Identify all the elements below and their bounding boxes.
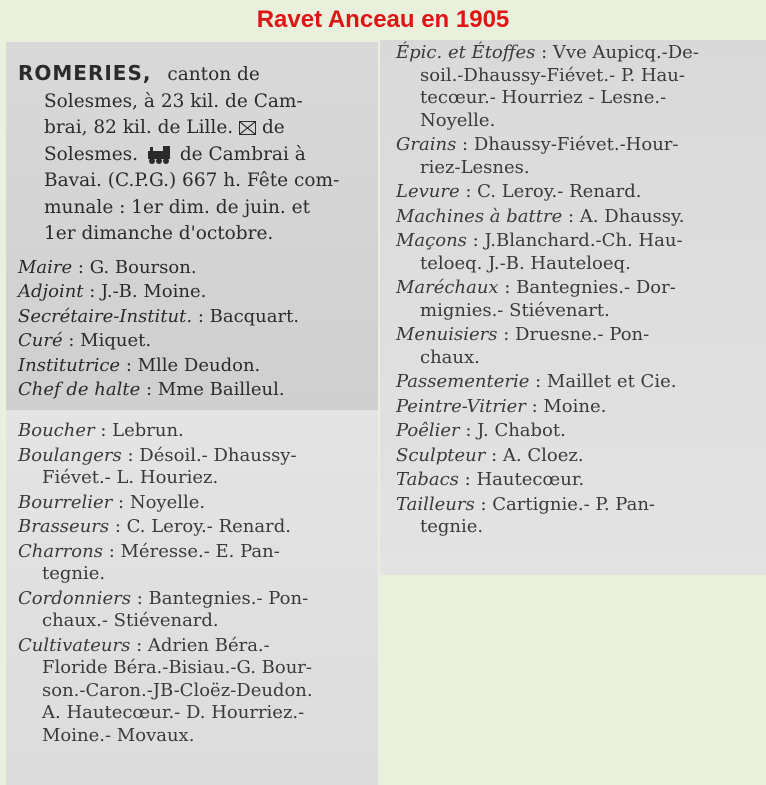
trade-value-cont: chaux.- Stiévenard. [42,610,219,631]
trade-entry [18,492,370,515]
trade-value: : J.Blanchard.-Ch. Hau- [472,230,683,251]
trade-value: : Dhaussy-Fiévet.-Hour- [462,134,679,155]
official-value: : Bacquart. [197,305,300,327]
trade-value: : Druesne.- Pon- [503,324,650,345]
trade-label: Menuisiers [396,324,498,345]
trade-label: Grains [396,134,457,155]
trade-entry [18,516,370,539]
trade-value-cont: riez-Lesnes. [420,156,530,178]
trade-entry [396,469,758,492]
official-value: : J.-B. Moine. [89,281,207,302]
official-value: : Mme Bailleul. [146,379,285,400]
official-label: Adjoint [18,281,84,302]
commune-intro [18,60,370,248]
trade-value: : Bantegnies.- Pon- [136,587,309,609]
intro-line-4b: de Cambrai à [179,143,306,165]
commune-header-section [6,42,378,410]
intro-line-6: munale : 1er dim. de juin. et [44,196,311,218]
trade-value: : Noyelle. [118,491,206,513]
trade-entry [396,42,758,132]
trade-value: : Vve Aupicq.-De- [541,42,699,63]
trade-entry [18,541,370,586]
intro-line-1: canton de [167,64,260,85]
intro-line-5: Bavai. (C.P.G.) 667 h. Fête com- [44,170,340,191]
trade-value-cont: mignies.- Stiévenart. [420,299,610,321]
trade-label: Boucher [18,420,95,441]
trade-entry [396,206,758,229]
trade-value-cont: chaux. [420,346,480,368]
officials-list [18,256,370,403]
trade-label: Bourrelier [18,491,113,513]
trade-value-cont: soil.-Dhaussy-Fiévet.- P. Hau- [420,64,685,86]
official-entry [18,378,370,403]
trade-entry [18,420,370,443]
trade-label: Sculpteur [396,444,486,466]
intro-line-4a: Solesmes. [44,143,139,165]
trade-label: Peintre-Vitrier [396,395,526,417]
trade-label: Passementerie [396,371,530,392]
trade-entry [18,588,370,633]
trade-entry [396,277,758,322]
trade-entry [396,396,758,419]
trade-value: : Méresse.- E. Pan- [108,540,280,562]
trade-label: Épic. et Étoffes [396,42,536,63]
trades-right-section [380,40,766,575]
trade-value: : Désoil.- Dhaussy- [127,444,297,466]
trade-value-cont: Moine.- Movaux. [42,724,195,746]
official-entry [18,329,370,354]
official-value: : Mlle Deudon. [125,354,261,376]
trade-value: : Cartignie.- P. Pan- [480,493,655,515]
intro-line-7: 1er dimanche d'octobre. [44,223,274,244]
trade-label: Charrons [18,540,103,562]
trade-label: Tabacs [396,469,459,490]
trade-entry [396,494,758,539]
intro-line-3b: de [261,117,285,138]
official-entry [18,256,370,281]
trade-value: : A. Cloez. [491,444,584,466]
trade-value: : C. Leroy.- Renard. [465,181,642,202]
commune-name: ROMERIES, [18,61,152,85]
official-label: Chef de halte [18,379,141,400]
official-entry [18,305,370,330]
intro-line-2: Solesmes, à 23 kil. de Cam- [44,90,303,112]
trade-label: Boulangers [18,444,122,466]
trade-label: Levure [396,181,460,202]
official-label: Maire [18,256,73,278]
page-title: Ravet Anceau en 1905 [256,6,510,33]
official-value: : G. Bourson. [77,256,197,278]
trade-label: Cordonniers [18,587,132,609]
trade-value: : Lebrun. [100,420,184,441]
trade-value: : A. Dhaussy. [567,205,685,227]
trade-value-cont: tegnie. [42,563,106,584]
locomotive-icon [144,146,174,164]
trade-value-cont: teloeq. J.-B. Hauteloeq. [420,252,631,274]
trade-entry [396,445,758,468]
trades-left-section [6,410,378,785]
official-label: Curé [18,330,63,351]
intro-line-4 [18,142,370,169]
trade-value-cont: A. Hautecœur.- D. Hourriez.- [42,702,305,723]
trade-entry [18,445,370,490]
trade-label: Cultivateurs [18,634,131,656]
trade-value: : Maillet et Cie. [535,371,677,392]
trade-entry [396,420,758,443]
official-value: : Miquet. [68,330,152,351]
intro-line-3 [18,115,370,142]
trade-entry [396,134,758,179]
trade-entry [396,371,758,394]
trade-value-cont: Fiévet.- L. Houriez. [42,467,219,488]
trade-label: Poêlier [396,420,460,441]
trade-label: Maçons [396,230,467,251]
official-entry [18,280,370,305]
trade-value: : C. Leroy.- Renard. [114,516,291,537]
official-label: Secrétaire-Institut. [18,305,193,327]
envelope-icon [239,121,256,135]
trade-value: : J. Chabot. [465,420,566,441]
trade-entry [18,635,370,748]
official-label: Institutrice [18,354,121,376]
trade-label: Tailleurs [396,493,475,515]
trade-entry [396,230,758,275]
official-entry [18,354,370,379]
trade-value-cont: Floride Béra.-Bisiau.-G. Bour- [42,657,312,678]
trade-value-cont: tegnie. [420,516,484,537]
trade-label: Brasseurs [18,516,110,537]
trade-value: : Moine. [531,395,607,417]
trade-label: Maréchaux [396,277,499,298]
trade-entry [396,324,758,369]
trade-value: : Hautecœur. [464,469,585,490]
trade-value-cont: Noyelle. [420,109,496,131]
trade-value-cont: tecœur.- Hourriez - Lesne.- [420,87,667,108]
trade-label: Machines à battre [396,205,563,227]
trade-value: : Adrien Béra.- [136,634,270,656]
trade-value: : Bantegnies.- Dor- [504,277,676,298]
trade-entry [396,181,758,204]
trade-value-cont: son.-Caron.-JB-Cloëz-Deudon. [42,679,313,701]
intro-line-3a: brai, 82 kil. de Lille. [44,117,234,138]
